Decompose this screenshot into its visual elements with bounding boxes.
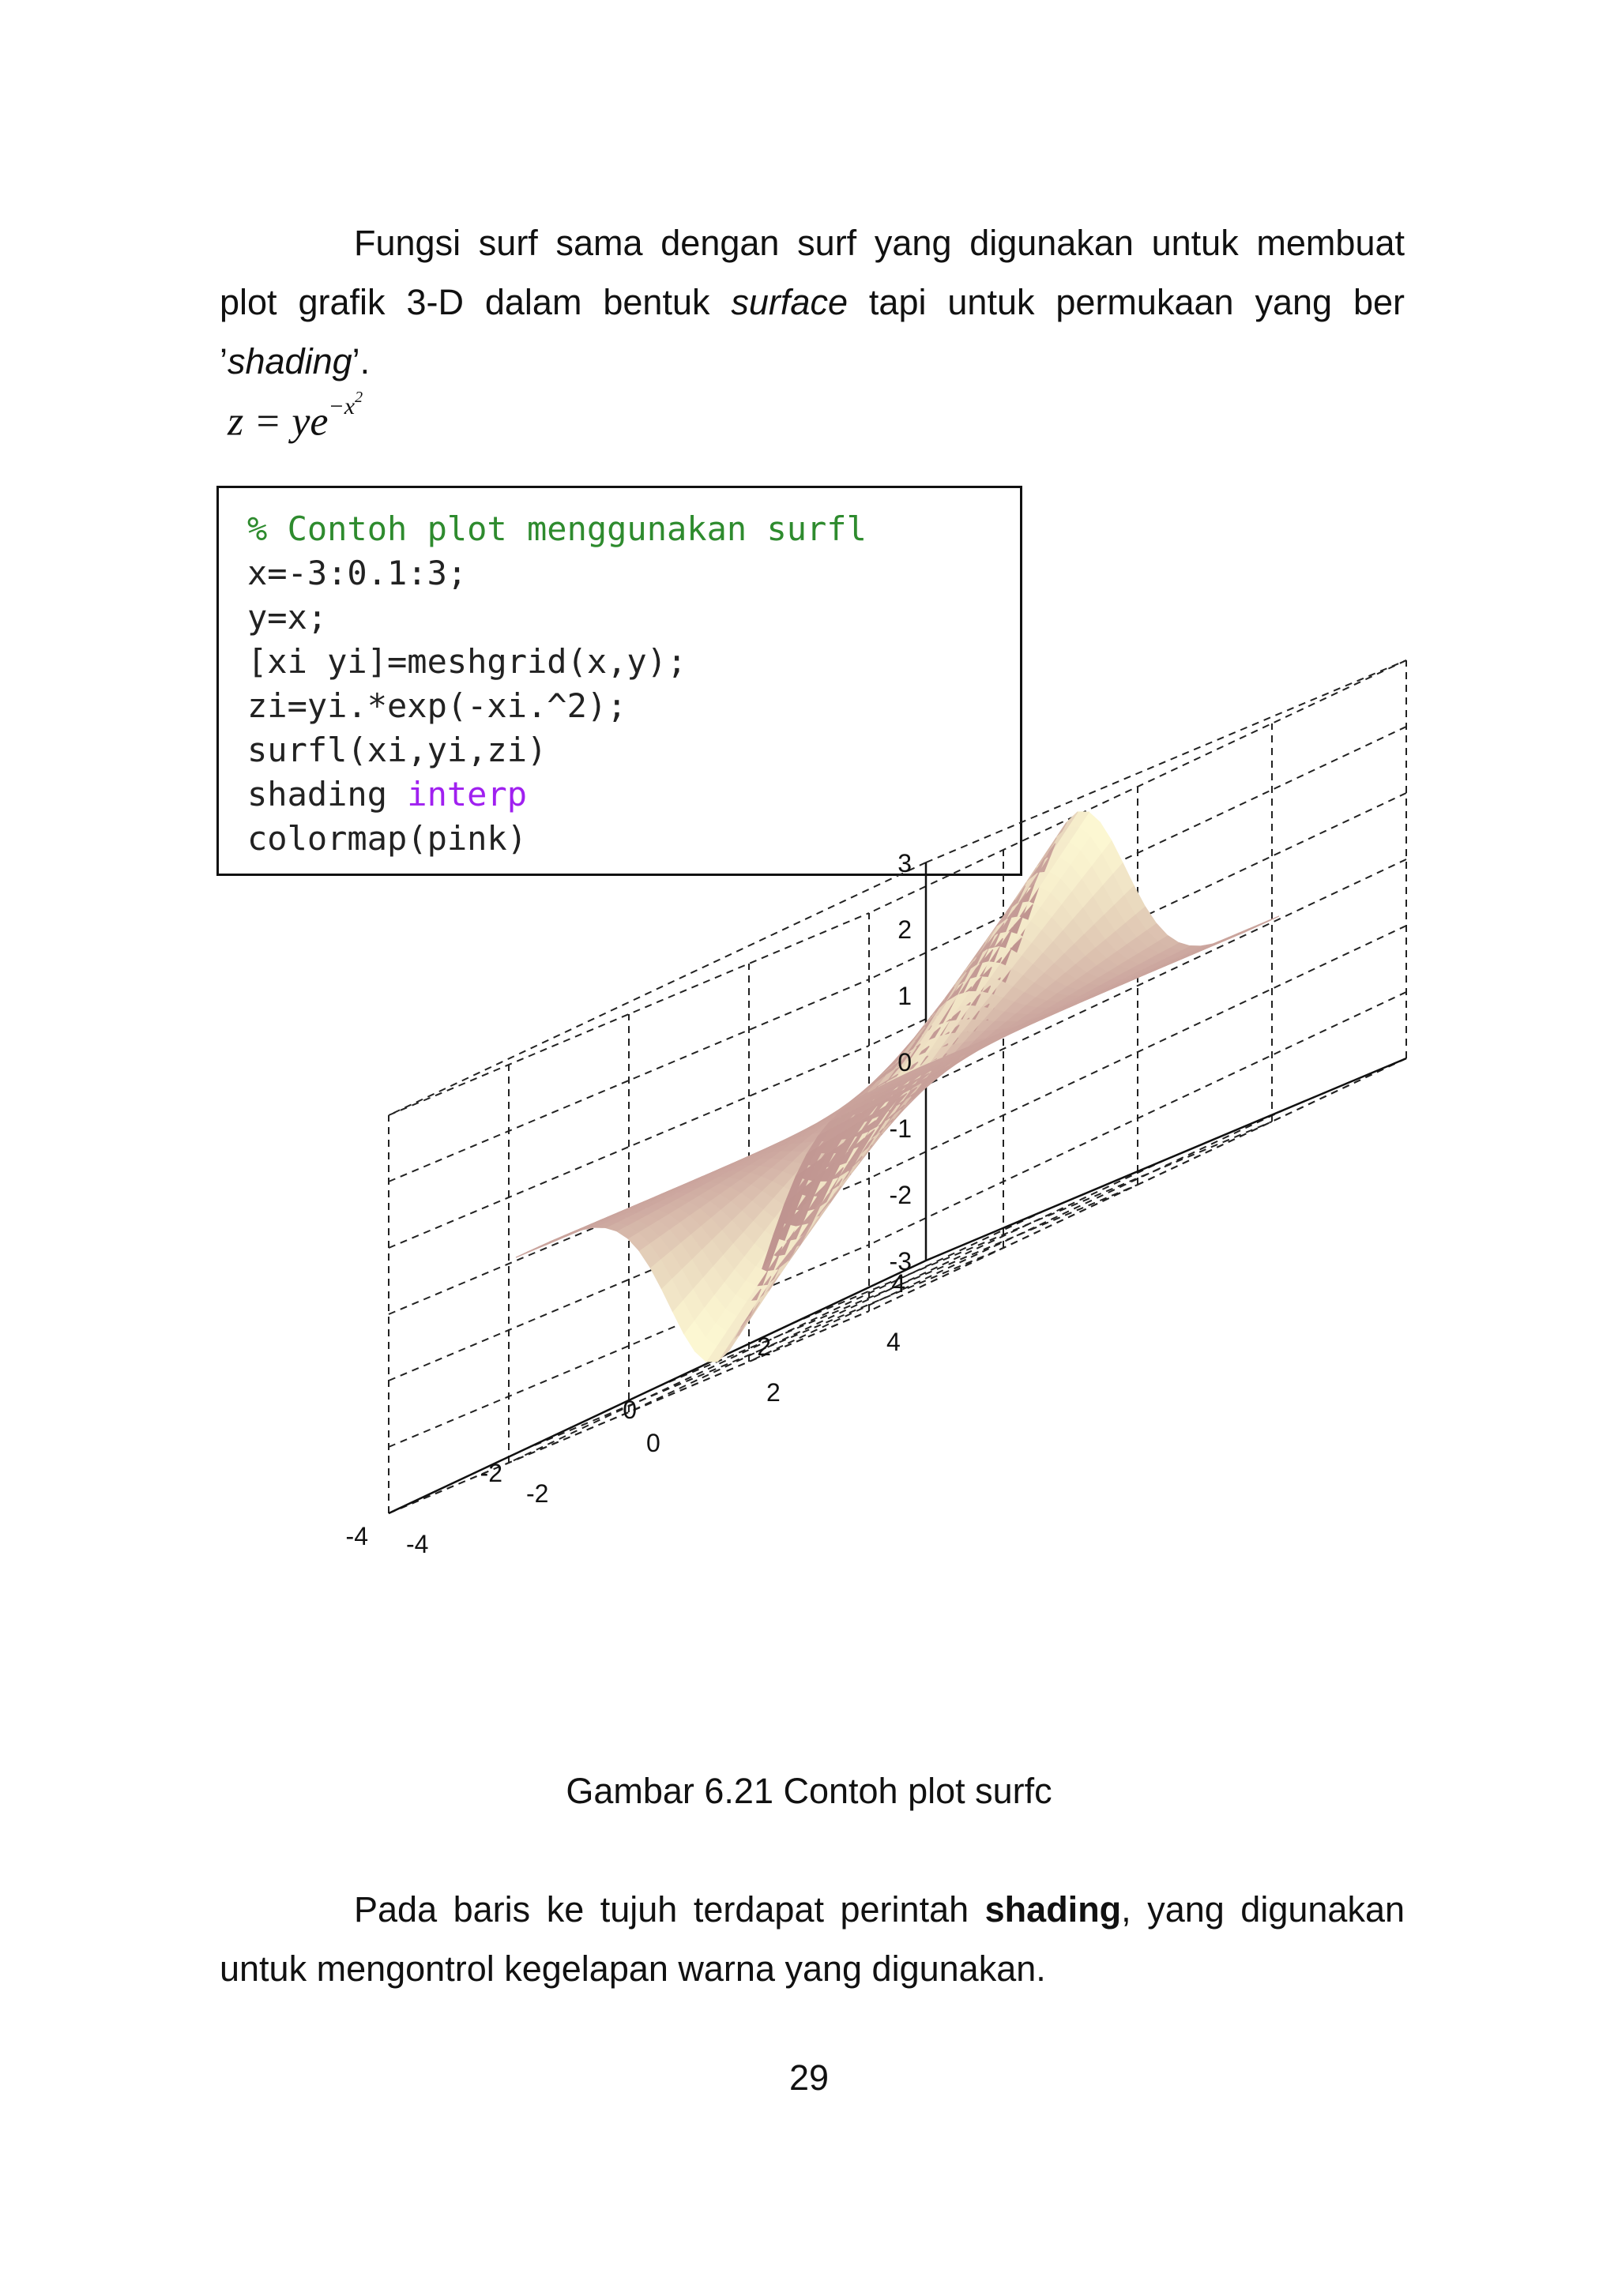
x-tick-label: -2 (480, 1459, 502, 1487)
x-tick-label: 2 (757, 1332, 771, 1361)
code-line-4: [xi yi]=meshgrid(x,y); (247, 642, 687, 681)
code-comment: % Contoh plot menggunakan surfl (247, 509, 867, 548)
code-line-2: x=-3:0.1:3; (247, 554, 468, 592)
y-tick-label: 2 (766, 1378, 781, 1407)
y-tick-label: -2 (526, 1479, 549, 1508)
intro-paragraph: Fungsi surf sama dengan surf yang digunakan untuk membuat plot grafik 3-D dalam bentuk surface tapi untuk permukaan yang ber ’shading’. (220, 223, 1405, 381)
code-keyword: interp (407, 775, 528, 814)
page-number: 29 (788, 2057, 830, 2098)
y-tick-label: -4 (406, 1530, 429, 1558)
z-tick-label: -3 (889, 1247, 912, 1276)
y-tick-label: 4 (886, 1328, 901, 1356)
x-tick-label: 0 (623, 1396, 637, 1424)
y-axis-line (926, 1058, 1406, 1261)
z-tick-label: -1 (889, 1114, 912, 1143)
z-tick-label: -2 (889, 1181, 912, 1209)
code-line-6: surfl(xi,yi,zi) (247, 731, 547, 769)
code-line-8: colormap(pink) (247, 819, 528, 858)
y-tick-label: 0 (646, 1429, 660, 1457)
z-tick-label: 2 (897, 915, 912, 944)
x-tick-label: -4 (345, 1522, 368, 1550)
outro-paragraph: Pada baris ke tujuh terdapat perintah shading, yang digunakan untuk mengontrol kegelapan warna yang digunakan. (220, 1889, 1405, 1989)
formula: $z = ye^{-x^2}$ (228, 389, 363, 445)
code-line-3: y=x; (247, 598, 328, 637)
figure-caption: Gambar 6.21 Contoh plot surfc (566, 1771, 1052, 1811)
x-axis-line (389, 1261, 926, 1513)
x-tick-label: 4 (891, 1269, 905, 1298)
z-tick-label: 1 (897, 982, 912, 1010)
z-tick-label: 0 (897, 1048, 912, 1077)
code-line-5: zi=yi.*exp(-xi.^2); (247, 686, 627, 725)
code-line-7: shading interp (247, 775, 528, 814)
z-tick-label: 3 (897, 849, 912, 877)
